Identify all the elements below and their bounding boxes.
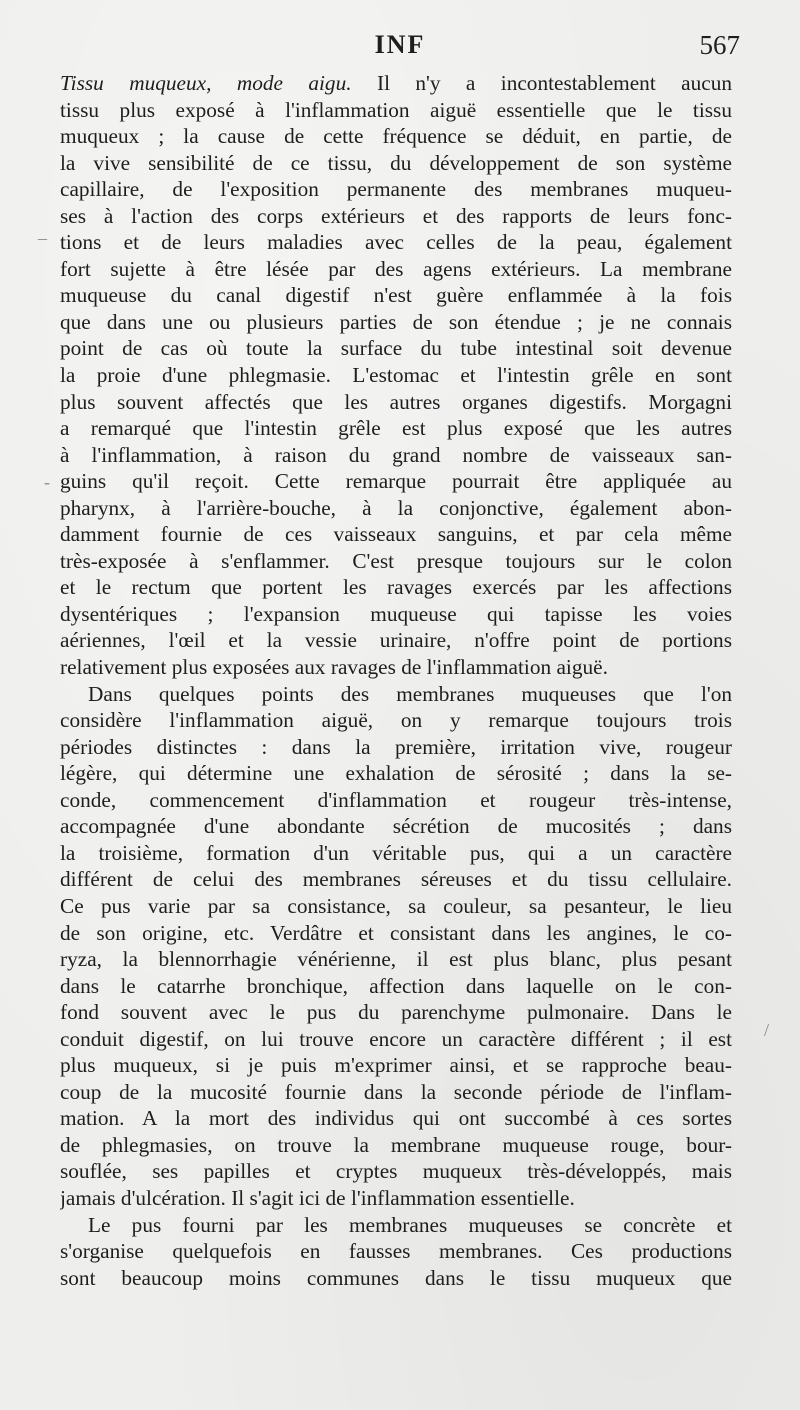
section-title: Tissu muqueux, mode aigu. [60, 71, 352, 95]
line-text: accompagnée d'une abondante sécrétion de mucosités ; dans [60, 814, 732, 839]
line-text: considère l'inflammation aiguë, on y remarque toujours trois [60, 708, 732, 733]
text-line [60, 813, 732, 840]
running-head [60, 30, 740, 64]
line-text: conduit digestif, on lui trouve encore un caractère différent ; il est [60, 1026, 732, 1051]
text-line [60, 176, 732, 203]
text-line [60, 1079, 732, 1106]
line-text: relativement plus exposées aux ravages de l'inflammation aiguë. [60, 655, 608, 680]
text-line [60, 256, 732, 283]
line-text: ryza, la blennorrhagie vénérienne, il est plus blanc, plus pesant [60, 947, 732, 972]
text-line [60, 654, 732, 681]
text-line [60, 1265, 732, 1292]
line-text: a remarqué que l'intestin grêle est plus exposé que les autres [60, 416, 732, 441]
text-line [60, 787, 732, 814]
line-text: la troisième, formation d'un véritable pus, qui a un caractère [60, 840, 732, 865]
line-text: de phlegmasies, on trouve la membrane muqueuse rouge, bour- [60, 1132, 732, 1157]
margin-mark: - [44, 472, 50, 492]
text-line [60, 70, 732, 97]
line-text: fort sujette à être lésée par des agens extérieurs. La membrane [60, 256, 732, 281]
text-line [60, 1238, 732, 1265]
line-text: coup de la mucosité fournie dans la seconde période de l'inflam- [60, 1079, 732, 1104]
text-line [60, 442, 732, 469]
text-line [60, 97, 732, 124]
line-text: souflée, ses papilles et cryptes muqueux très-développés, mais [60, 1159, 732, 1184]
line-text: à l'inflammation, à raison du grand nombre de vaisseaux san- [60, 442, 732, 467]
text-line [60, 415, 732, 442]
line-text: que dans une ou plusieurs parties de son étendue ; je ne connais [60, 309, 732, 334]
line-text: tions et de leurs maladies avec celles de la peau, également [60, 230, 732, 255]
running-head-title: INF [374, 30, 426, 59]
text-line [60, 627, 732, 654]
line-text: s'organise quelquefois en fausses membranes. Ces productions [60, 1239, 732, 1264]
text-line [60, 1026, 732, 1053]
text-line [60, 389, 732, 416]
text-line [60, 601, 732, 628]
paragraph [60, 70, 732, 681]
line-text: capillaire, de l'exposition permanente des membranes muqueu- [60, 177, 732, 202]
line-text: de son origine, etc. Verdâtre et consistant dans les angines, le co- [60, 920, 732, 945]
text-line [60, 335, 732, 362]
line-text: guins qu'il reçoit. Cette remarque pourrait être appliquée au [60, 469, 732, 494]
body-text [60, 70, 732, 1291]
text-line [60, 1132, 732, 1159]
paragraph [60, 1212, 732, 1292]
text-line [60, 521, 732, 548]
text-line [60, 123, 732, 150]
line-text: Il n'y a incontestablement aucun [351, 71, 732, 95]
line-text: ses à l'action des corps extérieurs et des rapports de leurs fonc- [60, 203, 732, 228]
text-line [60, 681, 732, 708]
line-text: très-exposée à s'enflammer. C'est presque toujours sur le colon [60, 548, 732, 573]
text-line [60, 707, 732, 734]
line-text: Dans quelques points des membranes muqueuses que l'on [88, 681, 732, 706]
text-line [60, 973, 732, 1000]
text-line [60, 150, 732, 177]
line-text: muqueux ; la cause de cette fréquence se déduit, en partie, de [60, 124, 732, 149]
text-line [60, 229, 732, 256]
text-line [60, 203, 732, 230]
line-text: périodes distinctes : dans la première, irritation vive, rougeur [60, 734, 732, 759]
line-text: différent de celui des membranes séreuses et du tissu cellulaire. [60, 867, 732, 892]
text-line [60, 282, 732, 309]
line-text: tissu plus exposé à l'inflammation aiguë essentielle que le tissu [60, 97, 732, 122]
text-line [60, 734, 732, 761]
text-line [60, 548, 732, 575]
page-number: 567 [699, 30, 740, 60]
text-line [60, 362, 732, 389]
line-text: dans le catarrhe bronchique, affection dans laquelle on le con- [60, 973, 732, 998]
line-text: sont beaucoup moins communes dans le tissu muqueux que [60, 1265, 732, 1290]
text-line [60, 495, 732, 522]
text-line [60, 866, 732, 893]
line-text: la proie d'une phlegmasie. L'estomac et l'intestin grêle en sont [60, 363, 732, 388]
text-line [60, 999, 732, 1026]
line-text: mation. A la mort des individus qui ont succombé à ces sortes [60, 1106, 732, 1131]
paragraph [60, 681, 732, 1212]
line-text: Ce pus varie par sa consistance, sa couleur, sa pesanteur, le lieu [60, 893, 732, 918]
line-text: damment fournie de ces vaisseaux sanguins, et par cela même [60, 522, 732, 547]
text-line [60, 309, 732, 336]
line-text: jamais d'ulcération. Il s'agit ici de l'inflammation essentielle. [60, 1185, 575, 1210]
line-text: aériennes, l'œil et la vessie urinaire, n'offre point de portions [60, 628, 732, 653]
text-line [60, 1105, 732, 1132]
margin-mark: / [764, 1020, 770, 1040]
text-line [60, 893, 732, 920]
line-text: muqueuse du canal digestif n'est guère enflammée à la fois [60, 283, 732, 308]
line-text: légère, qui détermine une exhalation de sérosité ; dans la se- [60, 761, 732, 786]
line-text: pharynx, à l'arrière-bouche, à la conjonctive, également abon- [60, 495, 732, 520]
text-line [60, 840, 732, 867]
text-line [60, 760, 732, 787]
text-line [60, 574, 732, 601]
text-line [60, 468, 732, 495]
line-text: plus souvent affectés que les autres organes digestifs. Morgagni [60, 389, 732, 414]
line-text: la vive sensibilité de ce tissu, du développement de son système [60, 150, 732, 175]
line-text: plus muqueux, si je puis m'exprimer ainsi, et se rapproche beau- [60, 1053, 732, 1078]
line-text: et le rectum que portent les ravages exercés par les affections [60, 575, 732, 600]
text-line [60, 1052, 732, 1079]
text-line [60, 1185, 732, 1212]
line-text: dysentériques ; l'expansion muqueuse qui tapisse les voies [60, 601, 732, 626]
line-text: Le pus fourni par les membranes muqueuses se concrète et [88, 1212, 732, 1237]
line-text: conde, commencement d'inflammation et rougeur très-intense, [60, 787, 732, 812]
text-line [60, 1158, 732, 1185]
line-text: fond souvent avec le pus du parenchyme pulmonaire. Dans le [60, 1000, 732, 1025]
text-line [60, 946, 732, 973]
line-text: point de cas où toute la surface du tube intestinal soit devenue [60, 336, 732, 361]
margin-mark: – [38, 228, 47, 248]
text-line [60, 920, 732, 947]
text-line [60, 1212, 732, 1239]
